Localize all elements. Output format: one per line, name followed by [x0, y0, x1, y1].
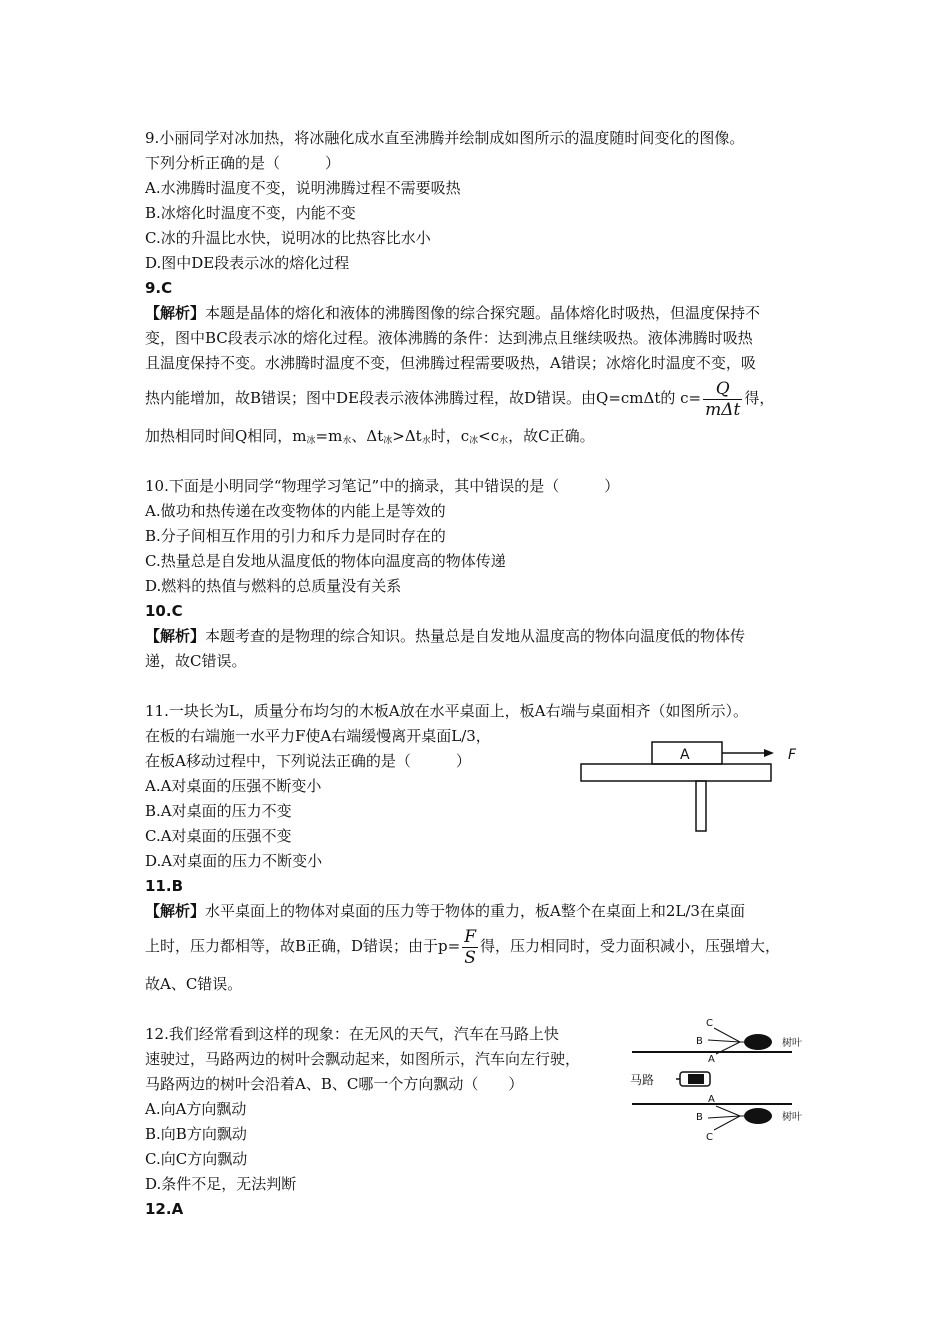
q9-analysis-text4-pre: 热内能增加，故B错误；图中DE段表示液体沸腾过程，故D错误。由Q=cmΔt的 c=: [145, 389, 702, 407]
q12-option-a: A.向A方向飘动: [145, 1100, 247, 1118]
q11-option-b: B.A对桌面的压力不变: [145, 802, 292, 820]
q11-analysis-text2-post: 得，压力相同时，受力面积减小，压强增大，: [480, 937, 781, 955]
analysis-tag: 【解析】: [145, 902, 206, 920]
q9-option-c: C.冰的升温比水快，说明冰的比热容比水小: [145, 229, 431, 247]
q11-analysis-line2: [145, 926, 780, 968]
q11-option-c: C.A对桌面的压强不变: [145, 827, 292, 845]
top-arrow-b: [708, 1040, 740, 1042]
q9-a5-p3: 、Δt: [351, 427, 384, 445]
fraction-numerator: Q: [703, 379, 742, 400]
bottom-arrow-b: [708, 1116, 740, 1118]
q9-analysis-text1: 本题是晶体的熔化和液体的沸腾图像的综合探究题。晶体熔化时吸热，但温度保持不: [205, 304, 761, 322]
q12-stem-line1: 12.我们经常看到这样的现象：在无风的天气，汽车在马路上快: [145, 1025, 559, 1043]
car-icon: [676, 1072, 710, 1086]
bottom-leaf-label: 树叶: [782, 1112, 802, 1123]
q9-stem-line1: 9.小丽同学对冰加热，将冰融化成水直至沸腾并绘制成如图所示的温度随时间变化的图像。: [145, 129, 745, 147]
q9-a5-p5: 时，c: [430, 427, 470, 445]
top-dir-a-label: A: [708, 1054, 715, 1065]
q9-analysis-line1: [145, 303, 760, 323]
q11-analysis-text1: 水平桌面上的物体对桌面的压力等于物体的重力，板A整个在桌面上和2L/3在桌面: [205, 902, 745, 920]
q10-option-c: C.热量总是自发地从温度低的物体向温度高的物体传递: [145, 552, 506, 570]
bottom-leaf-icon: [744, 1108, 772, 1124]
q11-option-d: D.A对桌面的压力不断变小: [145, 852, 323, 870]
q11-stem-line3: 在板A移动过程中，下列说法正确的是（ ）: [145, 752, 471, 770]
q9-a5-p6: <c: [478, 427, 500, 445]
fraction-denominator: S: [464, 947, 476, 968]
q9-option-a: A.水沸腾时温度不变，说明沸腾过程不需要吸热: [145, 179, 461, 197]
table-leg: [696, 781, 706, 831]
fraction-numerator: F: [464, 926, 477, 947]
q9-analysis-line5: [145, 426, 595, 451]
q10-answer: 10.C: [145, 602, 183, 620]
q12-option-d: D.条件不足，无法判断: [145, 1175, 297, 1193]
q11-stem-line1: 11.一块长为L，质量分布均匀的木板A放在水平桌面上，板A右端与桌面相齐（如图所示）。: [145, 702, 748, 720]
q12-road-figure: [622, 1016, 822, 1146]
analysis-tag: 【解析】: [145, 627, 206, 645]
top-dir-c-label: C: [706, 1018, 713, 1029]
q11-board-figure: [580, 738, 810, 838]
q10-option-a: A.做功和热传递在改变物体的内能上是等效的: [145, 502, 446, 520]
specific-heat-fraction: [703, 379, 742, 420]
road-label: 马路: [630, 1073, 655, 1087]
top-leaf-icon: [744, 1034, 772, 1050]
q10-option-d: D.燃料的热值与燃料的总质量没有关系: [145, 577, 402, 595]
tabletop-board: [581, 764, 771, 781]
q9-analysis-line4: [145, 378, 774, 420]
force-label: F: [788, 747, 797, 763]
bottom-dir-c-label: C: [706, 1132, 713, 1143]
q9-a5-s3: 冰: [383, 436, 393, 446]
bottom-dir-b-label: B: [696, 1112, 703, 1123]
board-label: A: [680, 747, 690, 763]
q9-a5-s1: 冰: [306, 436, 316, 446]
pressure-fraction: [462, 927, 478, 968]
q11-option-a: A.A对桌面的压强不断变小: [145, 777, 322, 795]
q11-analysis-text2-pre: 上时，压力都相等，故B正确，D错误；由于p=: [145, 937, 461, 955]
bottom-dir-a-label: A: [708, 1094, 715, 1105]
bottom-arrow-a: [716, 1106, 740, 1116]
q11-analysis-line1: [145, 901, 745, 921]
q10-option-b: B.分子间相互作用的引力和斥力是同时存在的: [145, 527, 446, 545]
q10-analysis-text1: 本题考查的是物理的综合知识。热量总是自发地从温度高的物体向温度低的物体传: [205, 627, 746, 645]
q12-answer: 12.A: [145, 1200, 184, 1218]
q9-a5-p4: >Δt: [392, 427, 422, 445]
q9-a5-s4: 水: [421, 436, 431, 446]
fraction-denominator: mΔt: [705, 399, 741, 420]
q9-a5-s6: 水: [499, 436, 509, 446]
top-dir-b-label: B: [696, 1036, 703, 1047]
q12-stem-line2: 速驶过，马路两边的树叶会飘动起来，如图所示，汽车向左行驶，: [145, 1050, 581, 1068]
q11-stem-line2: 在板的右端施一水平力F使A右端缓慢离开桌面L/3，: [145, 727, 491, 745]
q9-a5-p2: =m: [315, 427, 343, 445]
force-arrow-head-icon: [764, 749, 774, 757]
q9-a5-p7: ，故C正确。: [508, 427, 595, 445]
q9-option-b: B.冰熔化时温度不变，内能不变: [145, 204, 356, 222]
q9-a5-s2: 水: [342, 436, 352, 446]
top-arrow-c: [714, 1028, 740, 1042]
q9-analysis-line2: 变，图中BC段表示冰的熔化过程。液体沸腾的条件：达到沸点且继续吸热。液体沸腾时吸热: [145, 329, 753, 347]
q9-option-d: D.图中DE段表示冰的熔化过程: [145, 254, 350, 272]
bottom-arrow-c: [714, 1116, 740, 1130]
q9-analysis-line3: 且温度保持不变。水沸腾时温度不变，但沸腾过程需要吸热，A错误；冰熔化时温度不变，吸: [145, 354, 756, 372]
q11-analysis-line3: 故A、C错误。: [145, 975, 243, 993]
q9-stem-line2: 下列分析正确的是（ ）: [145, 154, 341, 172]
q10-stem: 10.下面是小明同学“物理学习笔记”中的摘录，其中错误的是（ ）: [145, 477, 620, 495]
q12-option-b: B.向B方向飘动: [145, 1125, 247, 1143]
analysis-tag: 【解析】: [145, 304, 206, 322]
top-leaf-label: 树叶: [782, 1038, 802, 1049]
q12-option-c: C.向C方向飘动: [145, 1150, 248, 1168]
q11-answer: 11.B: [145, 877, 184, 895]
q9-a5-s5: 冰: [469, 436, 479, 446]
q10-analysis-line1: [145, 626, 745, 646]
q12-stem-line3: 马路两边的树叶会沿着A、B、C哪一个方向飘动（ ）: [145, 1075, 524, 1093]
q9-answer: 9.C: [145, 279, 173, 297]
q10-analysis-line2: 递，故C错误。: [145, 652, 247, 670]
q9-a5-p1: 加热相同时间Q相同，m: [145, 427, 307, 445]
q9-analysis-text4-post: 得，: [744, 389, 775, 407]
